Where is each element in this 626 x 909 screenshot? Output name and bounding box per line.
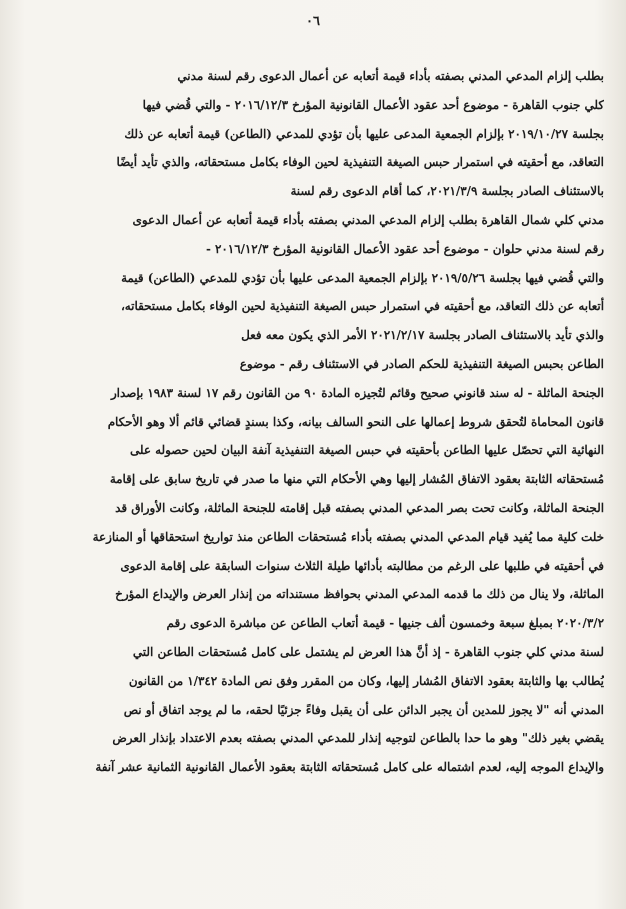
- document-body: [20, 62, 604, 782]
- text-line: والتي قُضي فيها بجلسة ٢٠١٩/٥/٢٦ بإلزام الجمعية المدعى عليها بأن تؤدي للمدعي (الطاعن) قيمة: [121, 270, 604, 285]
- text-line: مدني كلي شمال القاهرة بطلب إلزام المدعي المدني بصفته بأداء قيمة أتعابه عن أعمال الدعوى: [132, 212, 604, 227]
- text-line: مُستحقاته الثابتة بعقود الاتفاق المُشار إليها وهي الأحكام التي منها ما صدر في تاريخ سابق على إقامة: [109, 472, 604, 487]
- text-line: المدني أنه "لا يجوز للمدين أن يجبر الدائن على أن يقبل وفاءً جزئيًا لحقه، ما لم يوجد اتفاق أو نص: [123, 702, 604, 717]
- text-line: النهائية التي تحصّل عليها الطاعن بأحقيته في حبس الصيغة التنفيذية آنفة البيان لحين حصوله على: [130, 443, 604, 458]
- text-line: لسنة مدني كلي جنوب القاهرة - إذ أنَّ هذا العرض لم يشتمل على كامل مُستحقات الطاعن التي: [132, 644, 604, 659]
- text-line: بطلب إلزام المدعي المدني بصفته بأداء قيمة أتعابه عن أعمال الدعوى رقم لسنة مدني: [177, 69, 604, 83]
- text-line: الماثلة، ولا ينال من ذلك ما قدمه المدعي المدني بحوافظ مستنداته من إنذار العرض والإيداع المؤرخ: [115, 587, 604, 602]
- text-line: بالاستئناف الصادر بجلسة ٢٠٢١/٣/٩، كما أقام الدعوى رقم لسنة: [290, 184, 604, 199]
- page-number: ٠٦: [306, 14, 320, 29]
- text-line: قانون المحاماة لتُحقق شروط إعمالها على النحو السالف بيانه، وكذا بسندٍ قضائي قائم ألا وهو الأحكام: [107, 414, 604, 429]
- text-line: التعاقد، مع أحقيته في استمرار حبس الصيغة التنفيذية لحين الوفاء بكامل مستحقاته، والذي تأيد أيضًا: [116, 155, 604, 170]
- text-line: الجنحة الماثلة - له سند قانوني صحيح وقائم لتُجيزه المادة ٩٠ من القانون رقم ١٧ لسنة ١٩٨٣ بإصدار: [110, 385, 604, 400]
- text-line: يقضي بغير ذلك" وهو ما حدا بالطاعن لتوجيه إنذار للمدعي المدني بصفته بعدم الاعتداد بإنذار العرض: [112, 731, 604, 746]
- text-line: بجلسة ٢٠١٩/١٠/٢٧ بإلزام الجمعية المدعى عليها بأن تؤدي للمدعي (الطاعن) قيمة أتعابه عن ذلك: [124, 126, 604, 141]
- text-line: كلي جنوب القاهرة - موضوع أحد عقود الأعمال القانونية المؤرخ ٢٠١٦/١٢/٣ - والتي قُضي فيها: [142, 97, 604, 112]
- text-line: أتعابه عن ذلك التعاقد، مع أحقيته في استمرار حبس الصيغة التنفيذية لحين الوفاء بكامل مستحقاته،: [120, 299, 604, 314]
- text-line: خلت كلية مما يُفيد قيام المدعي المدني بصفته بأداء مُستحقات الطاعن منذ تواريخ استحقاقها أو المنازعة: [92, 529, 604, 544]
- text-line: والذي تأيد بالاستئناف الصادر بجلسة ٢٠٢١/٢/١٧ الأمر الذي يكون معه فعل: [241, 328, 604, 343]
- text-line: الطاعن بحبس الصيغة التنفيذية للحكم الصادر في الاستئناف رقم - موضوع: [239, 356, 604, 371]
- text-line: الجنحة الماثلة، وكانت تحت بصر المدعي المدني بصفته قبل إقامته للجنحة الماثلة، وكانت الأوراق قد: [115, 500, 604, 515]
- text-line: والإيداع الموجه إليه، لعدم اشتماله على كامل مُستحقاته الثابتة بعقود الأعمال القانونية الثمانية عشر آنفة: [95, 760, 604, 775]
- text-line: رقم لسنة مدني حلوان - موضوع أحد عقود الأعمال القانونية المؤرخ ٢٠١٦/١٢/٣ -: [205, 241, 604, 256]
- text-line: يُطالب بها والثابتة بعقود الاتفاق المُشار إليها، وكان من المقرر وفق نص المادة ١/٣٤٢ من القانون: [128, 673, 604, 688]
- text-line: ٢٠٢٠/٣/٢ بمبلغ سبعة وخمسون ألف جنيها - قيمة أتعاب الطاعن عن مباشرة الدعوى رقم: [166, 616, 604, 631]
- text-line: في أحقيته في طلبها على الرغم من مطالبته بأدائها طيلة الثلاث سنوات السابقة على إقامة الدعوى: [120, 558, 604, 573]
